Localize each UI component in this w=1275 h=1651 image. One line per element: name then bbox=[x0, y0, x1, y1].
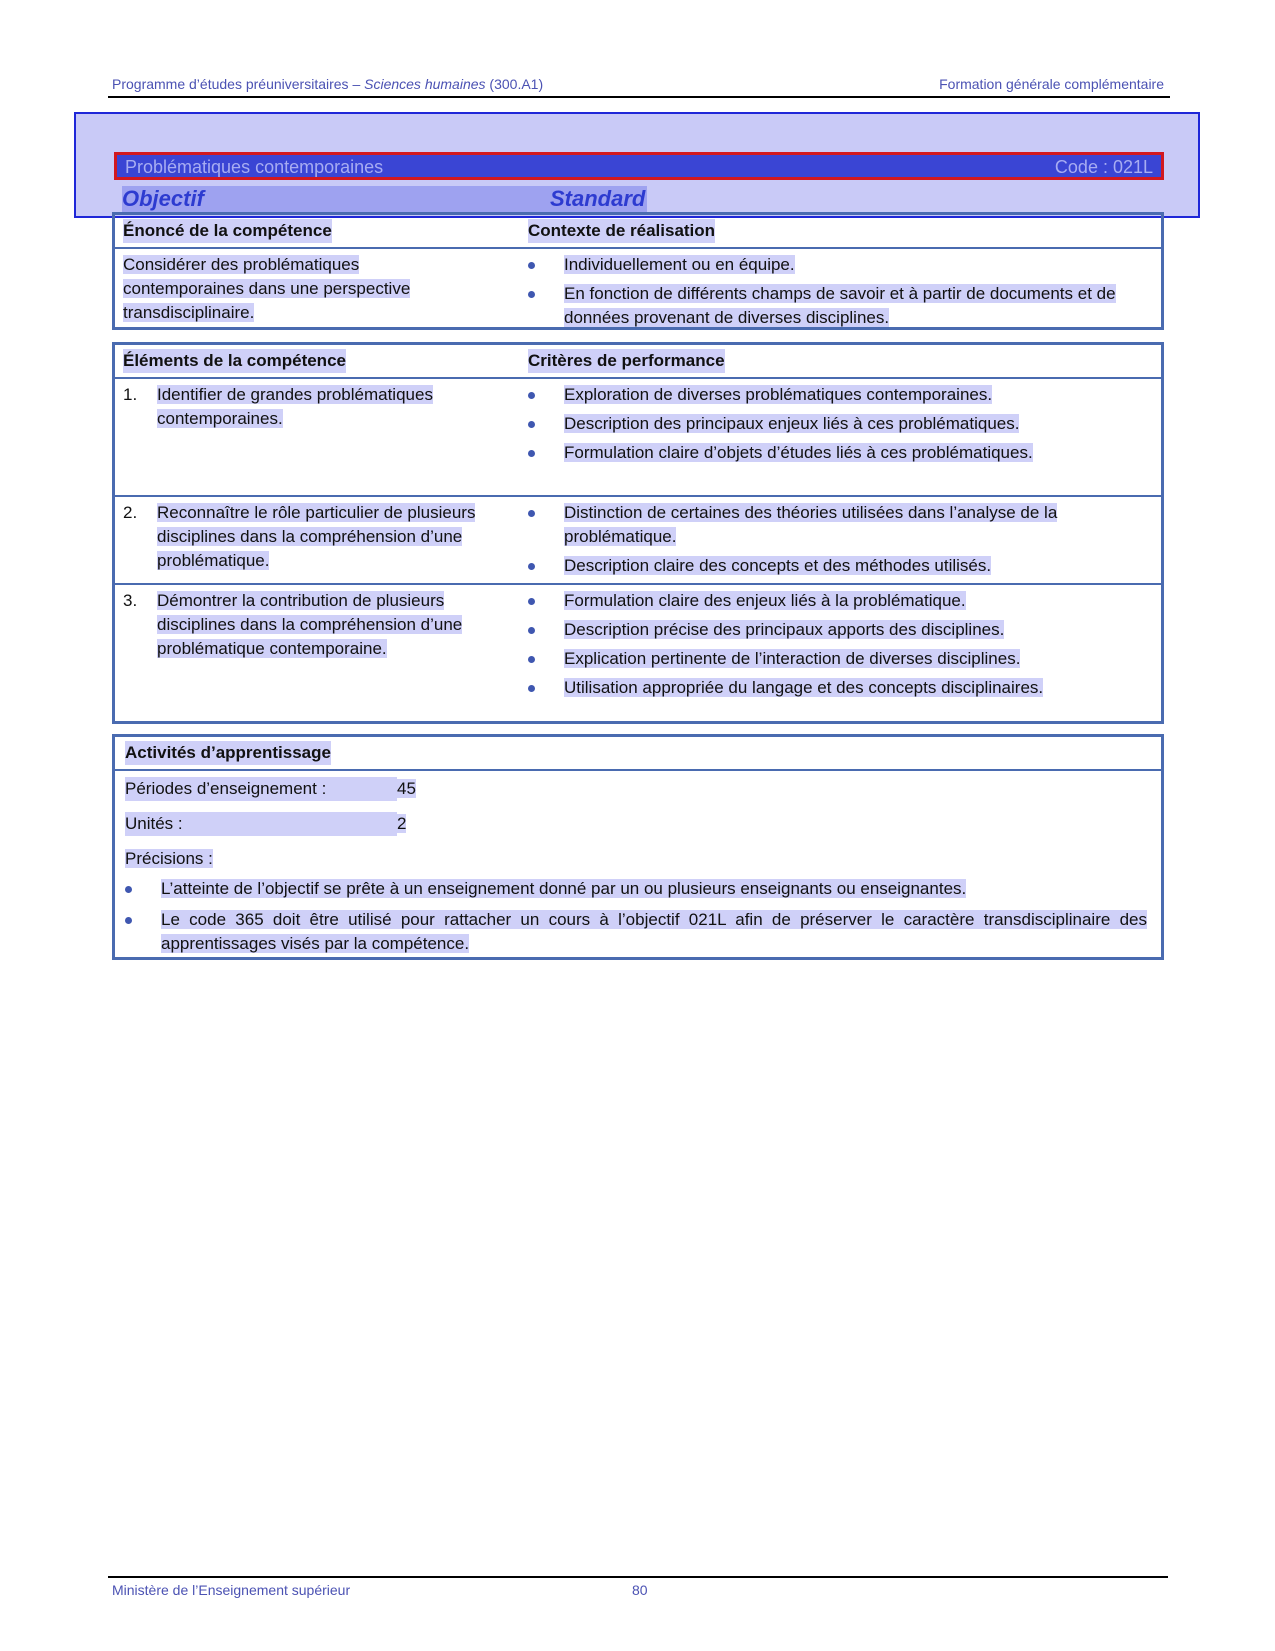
running-header-suffix: (300.A1) bbox=[485, 76, 544, 92]
title-bar bbox=[114, 152, 1164, 180]
bullet-icon bbox=[528, 656, 535, 663]
enonce-text-wrap bbox=[123, 253, 473, 325]
criteria-list-2 bbox=[528, 501, 1158, 578]
criteria-item bbox=[528, 383, 1158, 407]
criteria-item bbox=[528, 412, 1158, 436]
bullet-icon bbox=[528, 262, 535, 269]
page-footer bbox=[112, 1582, 1164, 1602]
criteres-heading: Critères de performance bbox=[528, 349, 725, 373]
criteria-text: Description claire des concepts et des méthodes utilisés. bbox=[564, 556, 992, 575]
criteria-item bbox=[528, 618, 1158, 642]
standard-heading: Standard bbox=[550, 186, 646, 211]
element-number: 1. bbox=[123, 385, 138, 404]
running-header-program bbox=[112, 76, 543, 92]
criteria-item bbox=[528, 676, 1158, 700]
course-title: Problématiques contemporaines bbox=[125, 157, 384, 177]
element-text: Reconnaître le rôle particulier de plusieurs disciplines dans la compréhension d’une problématique. bbox=[157, 503, 476, 570]
running-header-section: Formation générale complémentaire bbox=[939, 76, 1164, 92]
criteria-text: Description précise des principaux apports des disciplines. bbox=[564, 620, 1005, 639]
criteria-text: Explication pertinente de l’interaction de diverses disciplines. bbox=[564, 649, 1021, 668]
bullet-icon bbox=[528, 627, 535, 634]
criteria-text: Distinction de certaines des théories utilisées dans l’analyse de la problématique. bbox=[564, 503, 1058, 546]
element-text: Identifier de grandes problématiques contemporaines. bbox=[157, 385, 433, 428]
criteria-text: Exploration de diverses problématiques contemporaines. bbox=[564, 385, 993, 404]
enonce-heading: Énoncé de la compétence bbox=[123, 219, 332, 243]
precision-item bbox=[125, 877, 1147, 901]
criteria-text: Formulation claire d’objets d’études liés à ces problématiques. bbox=[564, 443, 1033, 462]
competence-body-row bbox=[115, 247, 1161, 329]
elements-box bbox=[112, 342, 1164, 724]
subheads bbox=[122, 186, 1162, 214]
criteria-text: Utilisation appropriée du langage et des concepts disciplinaires. bbox=[564, 678, 1044, 697]
criteria-list-1 bbox=[528, 383, 1158, 465]
criteria-text: Description des principaux enjeux liés à ces problématiques. bbox=[564, 414, 1020, 433]
criteria-list-3 bbox=[528, 589, 1158, 700]
bullet-icon bbox=[528, 392, 535, 399]
bullet-icon bbox=[528, 421, 535, 428]
bullet-icon bbox=[528, 685, 535, 692]
bullet-icon bbox=[528, 291, 535, 298]
element-number: 2. bbox=[123, 503, 138, 522]
competence-box bbox=[112, 212, 1164, 330]
periodes-value: 45 bbox=[397, 779, 416, 798]
bullet-icon bbox=[528, 510, 535, 517]
element-row-1 bbox=[115, 377, 1161, 495]
precisions-label: Précisions : bbox=[125, 849, 213, 868]
footer-ministry: Ministère de l’Enseignement supérieur bbox=[112, 1582, 351, 1598]
activites-heading: Activités d’apprentissage bbox=[125, 741, 331, 765]
criteria-item bbox=[528, 554, 1158, 578]
unites-label: Unités : bbox=[125, 812, 397, 836]
page-number: 80 bbox=[632, 1582, 648, 1598]
activites-body-row bbox=[115, 769, 1161, 957]
contexte-heading: Contexte de réalisation bbox=[528, 219, 715, 243]
criteria-item bbox=[528, 589, 1158, 613]
contexte-item-text: Individuellement ou en équipe. bbox=[564, 255, 795, 274]
element-number: 3. bbox=[123, 591, 138, 610]
course-code: Code : 021L bbox=[1054, 157, 1153, 177]
unites-value: 2 bbox=[397, 814, 407, 833]
criteria-item bbox=[528, 647, 1158, 671]
activites-header-row bbox=[115, 737, 1161, 769]
elements-heading: Éléments de la compétence bbox=[123, 349, 346, 373]
running-header bbox=[112, 76, 1164, 98]
activites-box bbox=[112, 734, 1164, 960]
running-header-prefix: Programme d’études préuniversitaires – bbox=[112, 76, 365, 92]
objectif-heading: Objectif bbox=[122, 186, 550, 212]
contexte-item-text: En fonction de différents champs de savoir et à partir de documents et de données provenant de diverses disciplines. bbox=[564, 284, 1116, 327]
criteria-text: Formulation claire des enjeux liés à la problématique. bbox=[564, 591, 966, 610]
precision-text: Le code 365 doit être utilisé pour rattacher un cours à l’objectif 021L afin de préserver le caractère transdisciplinaire des apprentissages visés par la compétence. bbox=[161, 910, 1147, 953]
periodes-label: Périodes d’enseignement : bbox=[125, 777, 397, 801]
criteria-item bbox=[528, 501, 1158, 549]
precisions-line bbox=[125, 847, 213, 871]
contexte-item bbox=[528, 253, 1158, 277]
periodes-line bbox=[125, 777, 416, 801]
running-header-italic: Sciences humaines bbox=[364, 76, 486, 92]
precision-item bbox=[125, 908, 1147, 956]
element-row-2 bbox=[115, 495, 1161, 583]
precision-text: L’atteinte de l’objectif se prête à un enseignement donné par un ou plusieurs enseignants ou enseignantes. bbox=[161, 879, 967, 898]
unites-line bbox=[125, 812, 406, 836]
element-row-3 bbox=[115, 583, 1161, 725]
header-rule bbox=[108, 96, 1170, 98]
contexte-item bbox=[528, 282, 1158, 330]
footer-rule bbox=[108, 1576, 1168, 1578]
bullet-icon bbox=[528, 598, 535, 605]
precisions-list bbox=[125, 877, 1147, 956]
bullet-icon bbox=[125, 917, 132, 924]
element-text: Démontrer la contribution de plusieurs disciplines dans la compréhension d’une problématique contemporaine. bbox=[157, 591, 463, 658]
contexte-list bbox=[528, 253, 1158, 330]
bullet-icon bbox=[528, 563, 535, 570]
elements-header-row bbox=[115, 345, 1161, 377]
criteria-item bbox=[528, 441, 1158, 465]
enonce-text: Considérer des problématiques contemporaines dans une perspective transdisciplinaire. bbox=[123, 255, 411, 322]
bullet-icon bbox=[125, 886, 132, 893]
bullet-icon bbox=[528, 450, 535, 457]
competence-header-row bbox=[115, 215, 1161, 247]
